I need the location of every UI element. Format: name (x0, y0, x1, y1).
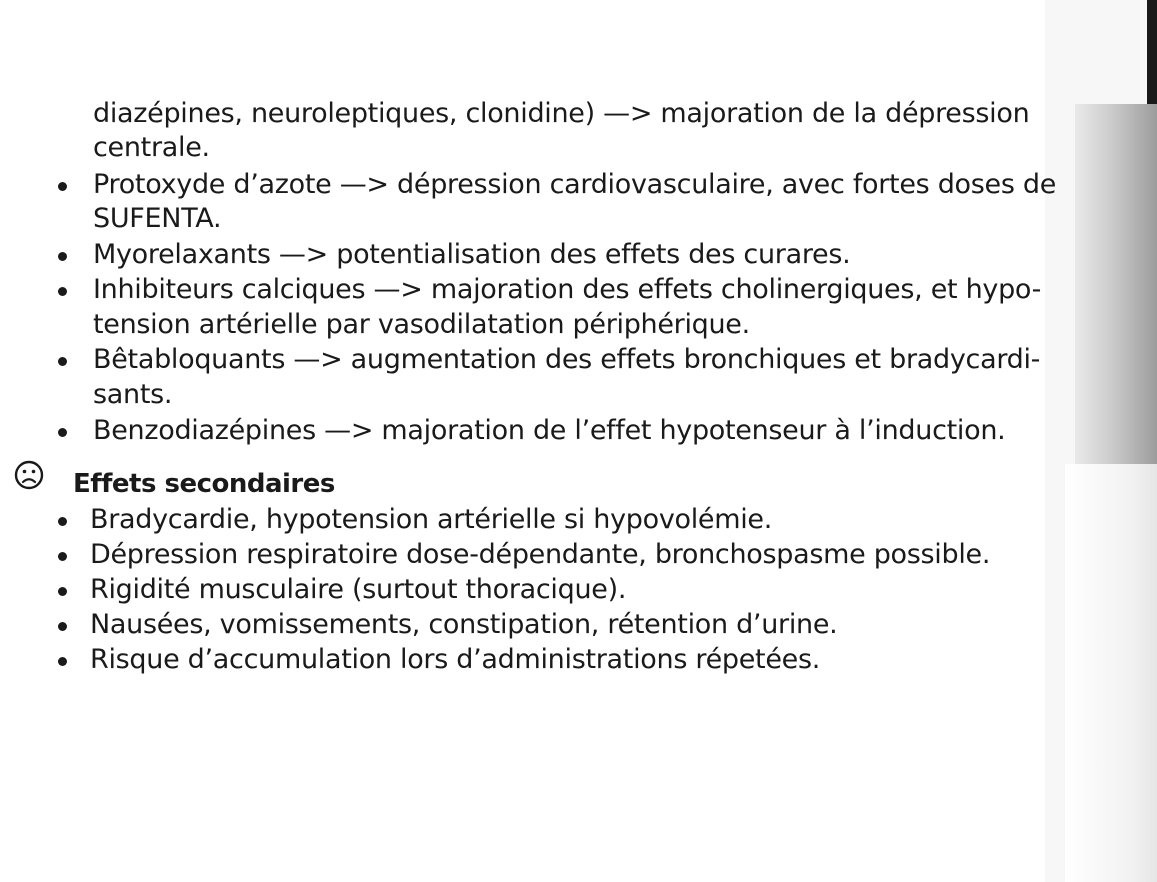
bullet-point (58, 428, 67, 437)
side-effect-item: Bradycardie, hypotension artérielle si hypovolémie. (90, 504, 773, 535)
interaction-item-protoxyde-cont: SUFENTA. (93, 203, 222, 234)
side-effect-item: Dépression respiratoire dose-dépendante, bronchospasme possible. (90, 539, 991, 570)
bullet-point (58, 287, 67, 296)
bullet-point (58, 517, 67, 526)
bullet-point (58, 357, 67, 366)
continuation-line-2: centrale. (93, 132, 210, 163)
bullet-point (58, 552, 67, 561)
bullet-point (58, 182, 67, 191)
interaction-item-betabloquants-cont: sants. (93, 379, 173, 410)
side-effect-item: Risque d’accumulation lors d’administrations répetées. (90, 644, 820, 675)
side-effect-item: Nausées, vomissements, constipation, rétention d’urine. (90, 609, 838, 640)
interaction-item-betabloquants: Bêtabloquants —> augmentation des effets bronchiques et bradycardi- (93, 344, 1041, 375)
frown-face-icon (14, 460, 44, 490)
bullet-point (58, 252, 67, 261)
interaction-item-protoxyde: Protoxyde d’azote —> dépression cardiovasculaire, avec fortes doses de (93, 169, 1057, 200)
section-heading: Effets secondaires (73, 469, 335, 499)
interaction-item-myorelaxants: Myorelaxants —> potentialisation des effets des curares. (93, 239, 851, 270)
continuation-line-1: diazépines, neuroleptiques, clonidine) —> majoration de la dépression (93, 98, 1030, 129)
bullet-point (58, 657, 67, 666)
bullet-point (58, 587, 67, 596)
bullet-point (58, 622, 67, 631)
interaction-item-inhibiteurs-cont: tension artérielle par vasodilatation périphérique. (93, 309, 750, 340)
interaction-item-benzodiazepines: Benzodiazépines —> majoration de l’effet hypotenseur à l’induction. (93, 415, 1006, 446)
interaction-item-inhibiteurs: Inhibiteurs calciques —> majoration des effets cholinergiques, et hypo- (93, 274, 1042, 305)
side-effect-item: Rigidité musculaire (surtout thoracique). (90, 574, 627, 605)
